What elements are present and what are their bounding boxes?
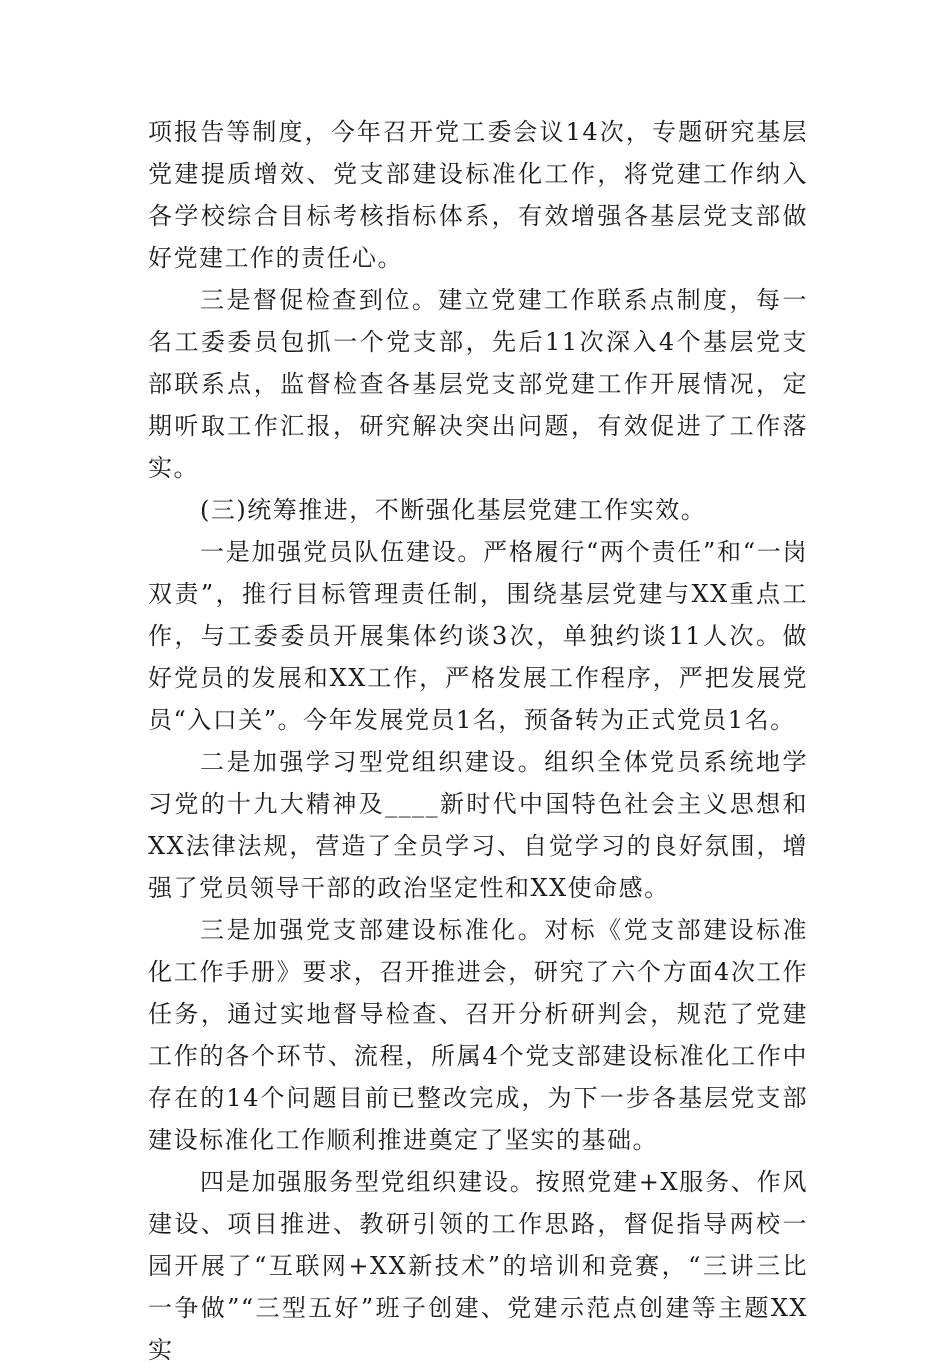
paragraph-5: 二是加强学习型党组织建设。组织全体党员系统地学习党的十九大精神及____新时代中国特色社会主义思想和XX法律法规，营造了全员学习、自觉学习的良好氛围，增强了党员领导干部的政治坚定性和XX使命感。 (148, 748, 808, 902)
paragraph-7: 四是加强服务型党组织建设。按照党建+X服务、作风建设、项目推进、教研引领的工作思路，督促指导两校一园开展了“互联网+XX新技术”的培训和竞赛，“三讲三比一争做”“三型五好”班子创建、党建示范点创建等主题XX实 (148, 1168, 808, 1364)
section-heading-3: (三)统筹推进，不断强化基层党建工作实效。 (200, 496, 707, 524)
document-body (148, 111, 808, 1371)
paragraph-1: 项报告等制度，今年召开党工委会议14次，专题研究基层党建提质增效、党支部建设标准化工作，将党建工作纳入各学校综合目标考核指标体系，有效增强各基层党支部做好党建工作的责任心。 (148, 118, 808, 272)
paragraph-4: 一是加强党员队伍建设。严格履行“两个责任”和“一岗双责”，推行目标管理责任制，围绕基层党建与XX重点工作，与工委委员开展集体约谈3次，单独约谈11人次。做好党员的发展和XX工作，严格发展工作程序，严把发展党员“入口关”。今年发展党员1名，预备转为正式党员1名。 (148, 538, 808, 734)
paragraph-6: 三是加强党支部建设标准化。对标《党支部建设标准化工作手册》要求，召开推进会，研究了六个方面4次工作任务，通过实地督导检查、召开分析研判会，规范了党建工作的各个环节、流程，所属4个党支部建设标准化工作中存在的14个问题目前已整改完成，为下一步各基层党支部建设标准化工作顺利推进奠定了坚实的基础。 (148, 916, 808, 1154)
paragraph-2: 三是督促检查到位。建立党建工作联系点制度，每一名工委委员包抓一个党支部，先后11次深入4个基层党支部联系点，监督检查各基层党支部党建工作开展情况，定期听取工作汇报，研究解决突出问题，有效促进了工作落实。 (148, 286, 808, 482)
